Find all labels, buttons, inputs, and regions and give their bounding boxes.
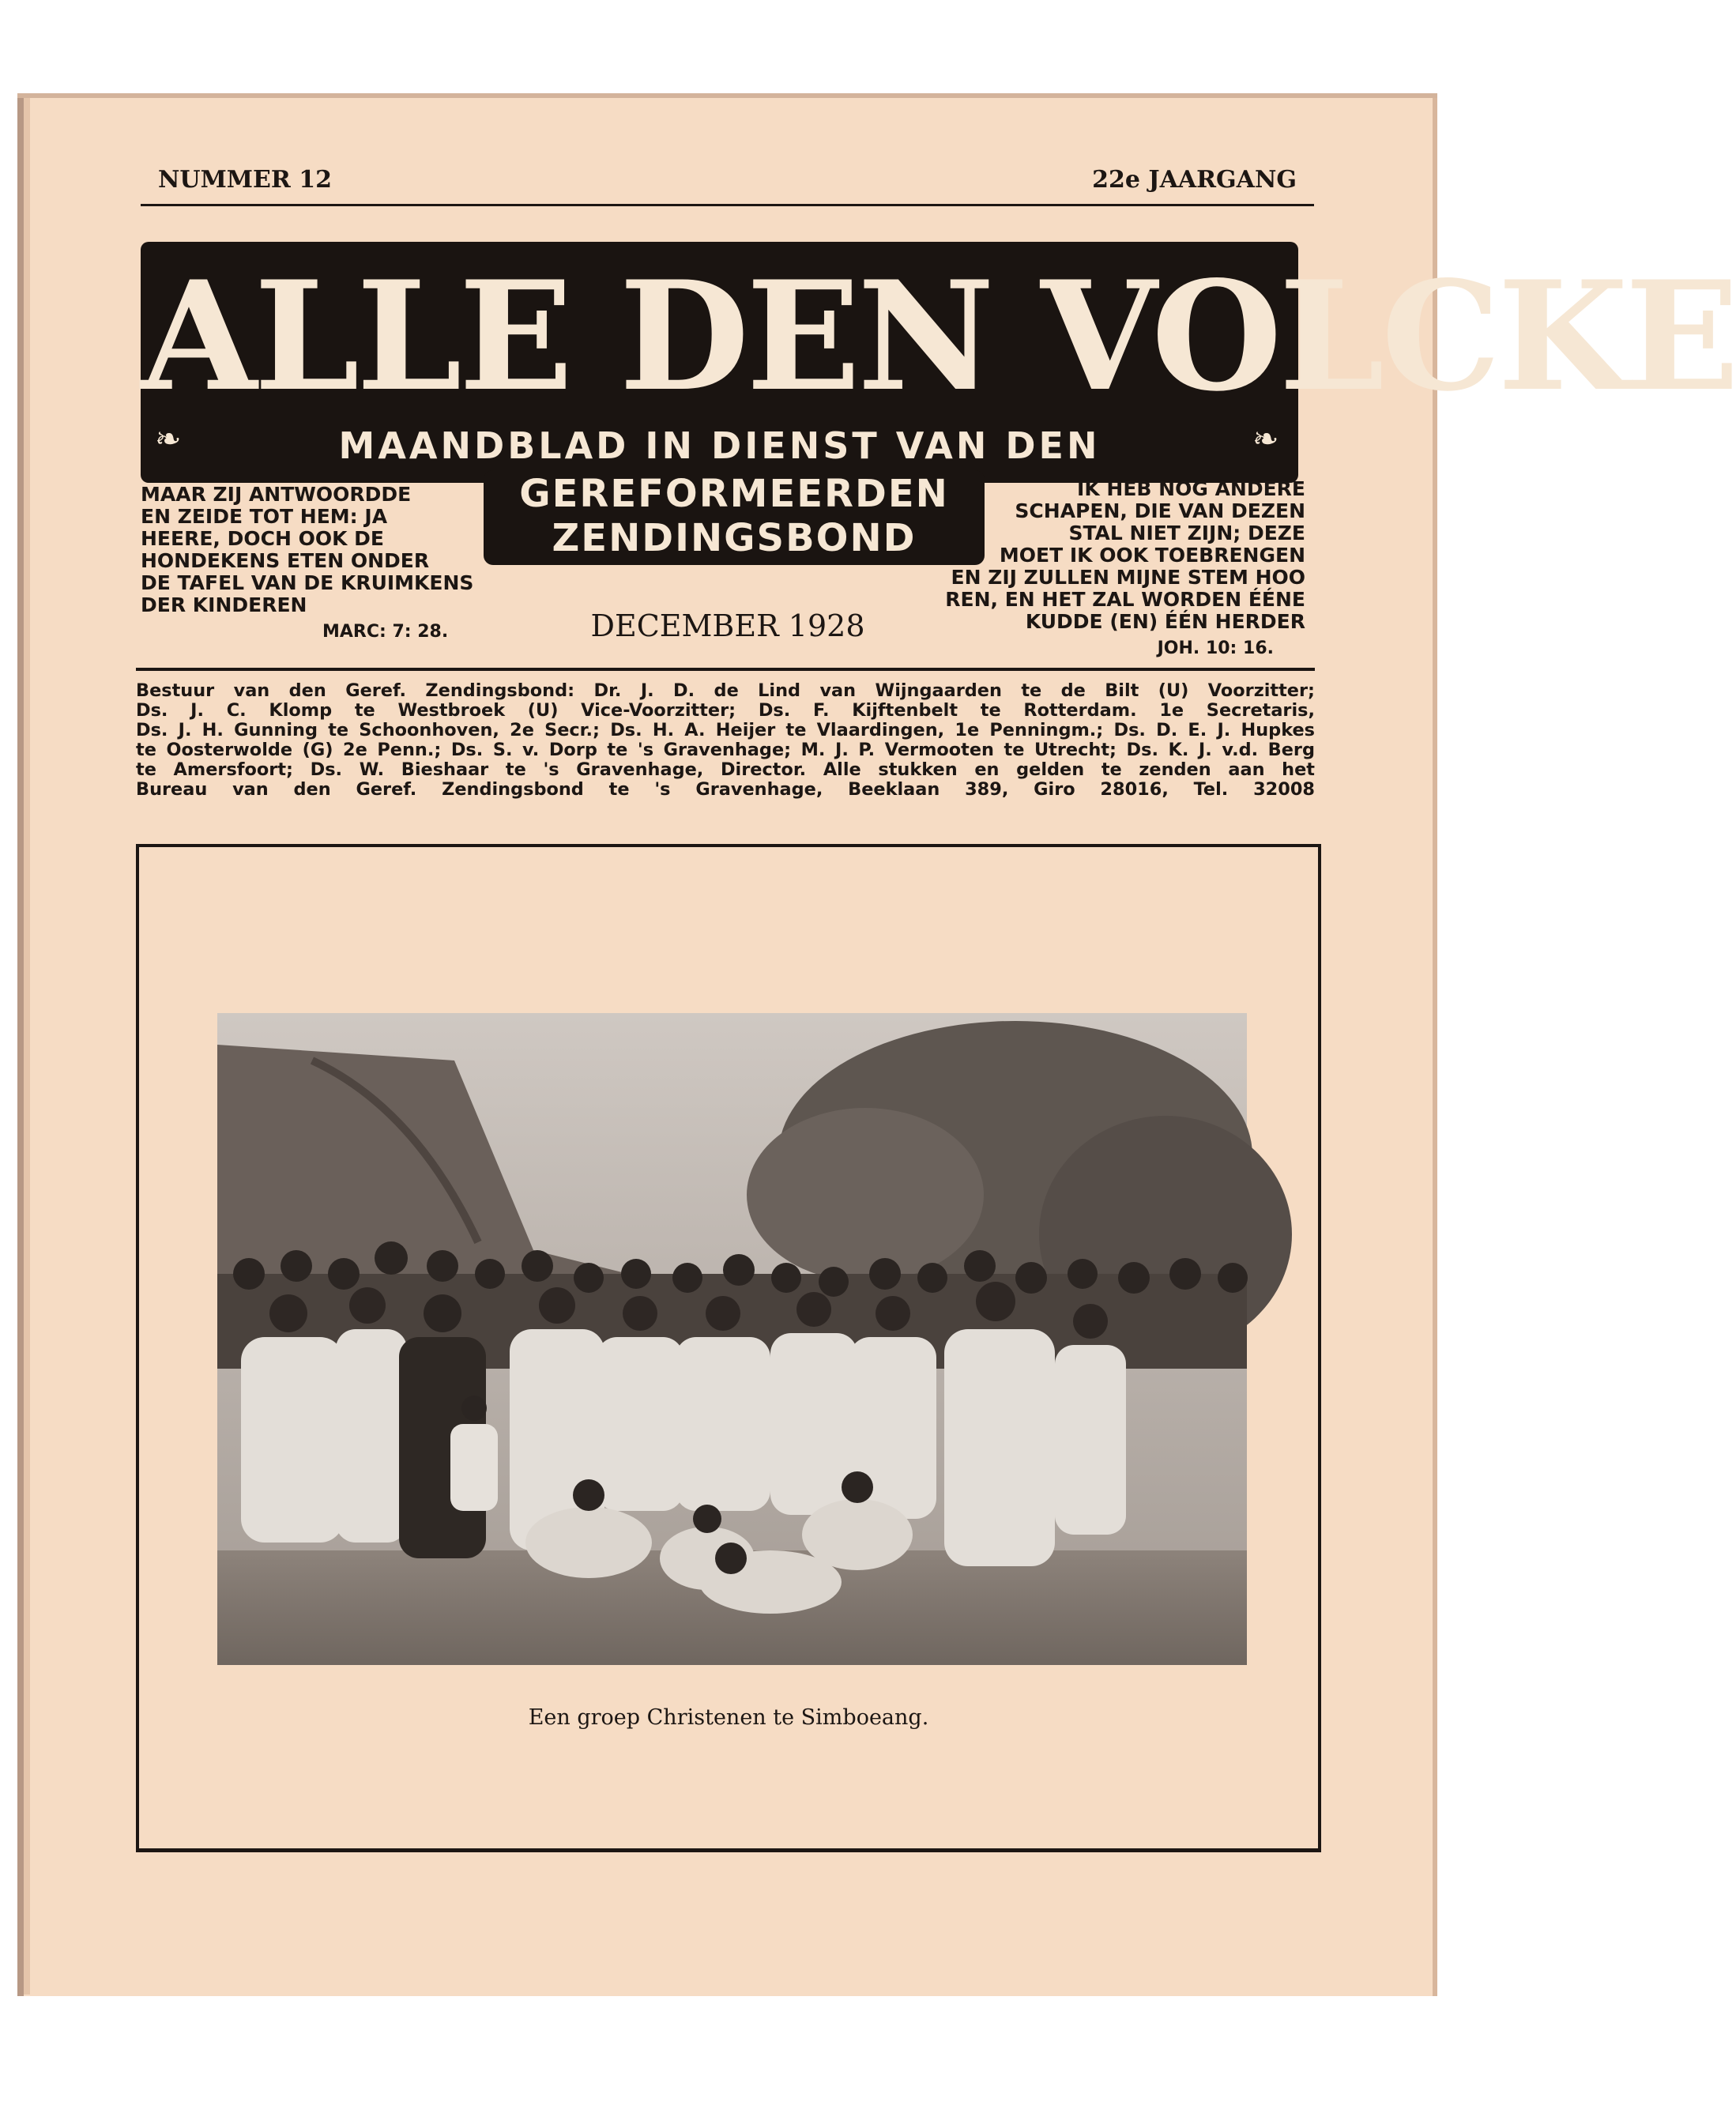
- quote-line: REN, EN HET ZAL WORDEN ÉÉNE: [945, 588, 1305, 611]
- masthead-banner: [141, 242, 1736, 483]
- organization-line-1: GEREFORMEERDEN: [519, 472, 949, 516]
- organization-line-2: ZENDINGSBOND: [552, 516, 917, 560]
- quote-line: KUDDE (EN) ÉÉN HERDER: [1025, 610, 1305, 633]
- quote-line: DE TAFEL VAN DE KRUIMKENS: [141, 571, 474, 594]
- quote-line: EN ZEIDE TOT HEM: JA: [141, 505, 388, 528]
- board-line: Ds. J. C. Klomp te Westbroek (U) Vice-Voorzitter; Ds. F. Kijftenbelt te Rotterdam. 1e Secretaris,: [136, 700, 1315, 721]
- photo-caption: Een groep Christenen te Simboeang.: [528, 1705, 929, 1730]
- group-photograph: [217, 1013, 1247, 1665]
- quote-line: SCHAPEN, DIE VAN DEZEN: [1015, 499, 1305, 522]
- right-flourish-icon: ❧: [1252, 421, 1279, 458]
- board-line: Bestuur van den Geref. Zendingsbond: Dr. J. D. de Lind van Wijngaarden te de Bilt (U) Voorzitter;: [136, 680, 1315, 701]
- quote-line: HEERE, DOCH OOK DE: [141, 527, 384, 550]
- issue-date: DECEMBER 1928: [590, 608, 865, 643]
- quote-line: MOET IK OOK TOEBRENGEN: [999, 544, 1305, 567]
- masthead-rule: [136, 668, 1315, 671]
- board-line: te Oosterwolde (G) 2e Penn.; Ds. S. v. Dorp te 's Gravenhage; M. J. P. Vermooten te Utrecht; Ds. K. J. v.d. Berg: [136, 740, 1315, 760]
- page-left-edge: [24, 98, 30, 1995]
- left-bible-quote: [141, 484, 504, 643]
- quote-line: IK HEB NOG ANDERE: [1077, 477, 1305, 500]
- page-top-edge: [17, 93, 1437, 98]
- header-rule: [141, 204, 1314, 206]
- left-flourish-icon: ❧: [155, 421, 182, 458]
- masthead-subtitle: MAANDBLAD IN DIENST VAN DEN: [338, 424, 1101, 467]
- board-line: Ds. J. H. Gunning te Schoonhoven, 2e Secr.; Ds. H. A. Heijer te Vlaardingen, 1e Penningm.; Ds. D. E. J. Hupkes: [136, 720, 1315, 740]
- board-line: te Amersfoort; Ds. W. Bieshaar te 's Gravenhage, Director. Alle stukken en gelden te zenden aan het: [136, 759, 1315, 780]
- issue-number: NUMMER 12: [158, 166, 332, 194]
- quote-reference: MARC: 7: 28.: [322, 622, 449, 642]
- board-line: Bureau van den Geref. Zendingsbond te 's Gravenhage, Beeklaan 389, Giro 28016, Tel. 32008: [136, 779, 1315, 800]
- quote-line: EN ZIJ ZULLEN MIJNE STEM HOO: [951, 566, 1305, 589]
- photo-illustration: [217, 1013, 1247, 1665]
- quote-line: MAAR ZIJ ANTWOORDDE: [141, 483, 412, 506]
- board-notice: [136, 681, 1315, 800]
- quote-reference: JOH. 10: 16.: [1157, 639, 1274, 658]
- quote-line: DER KINDEREN: [141, 593, 307, 616]
- right-bible-quote: [926, 478, 1305, 660]
- issue-header: [141, 166, 1314, 221]
- quote-line: HONDEKENS ETEN ONDER: [141, 549, 430, 572]
- volume-label: 22e JAARGANG: [1092, 166, 1297, 194]
- masthead-title: ALLE DEN VOLCKE: [141, 248, 1736, 424]
- quote-line: STAL NIET ZIJN; DEZE: [1068, 522, 1305, 544]
- organization-banner: [484, 470, 985, 565]
